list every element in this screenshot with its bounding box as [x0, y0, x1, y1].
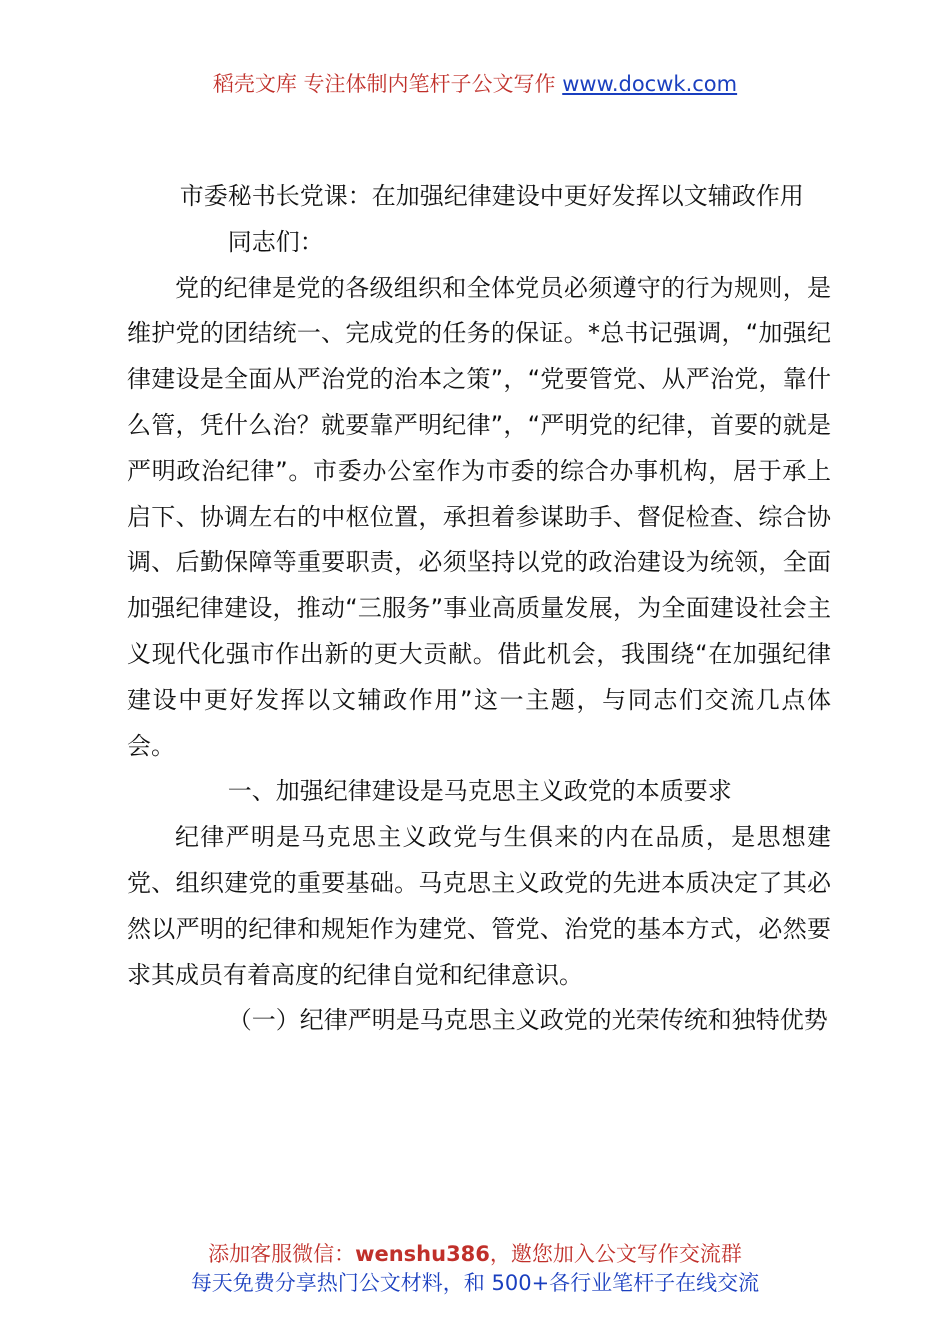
watermark-footer [0, 1240, 950, 1298]
section-paragraph: 纪律严明是马克思主义政党与生俱来的内在品质，是思想建党、组织建党的重要基础。马克思主义政党的先进本质决定了其必然以严明的纪律和规矩作为建党、管党、治党的基本方式，必然要求其成员有着高度的纪律自觉和纪律意识。 [127, 823, 831, 989]
footer-contact-line [0, 1240, 950, 1269]
document-body [127, 174, 831, 1044]
header-text: 稻壳文库 专注体制内笔杆子公文写作 [212, 72, 563, 96]
watermark-header [0, 68, 950, 100]
document-title: 市委秘书长党课：在加强纪律建设中更好发挥以文辅政作用 [179, 182, 804, 210]
salutation: 同志们： [227, 227, 324, 256]
subsection-heading: （一）纪律严明是马克思主义政党的光荣传统和独特优势 [227, 1006, 828, 1035]
section-heading: 一、加强纪律建设是马克思主义政党的本质要求 [227, 777, 732, 806]
footer-wechat-id: wenshu386 [355, 1242, 490, 1266]
body-paragraph: 党的纪律是党的各级组织和全体党员必须遵守的行为规则，是维护党的团结统一、完成党的任务的保证。*总书记强调，“加强纪律建设是全面从严治党的治本之策”，“党要管党、从严治党，靠什么管，凭什么治？就要靠严明纪律”，“严明党的纪律，首要的就是严明政治纪律”。市委办公室作为市委的综合办事机构，居于承上启下、协调左右的中枢位置，承担着参谋助手、督促检查、综合协调、后勤保障等重要职责，必须坚持以党的政治建设为统领，全面加强纪律建设，推动“三服务”事业高质量发展，为全面建设社会主义现代化强市作出新的更大贡献。借此机会，我围绕“在加强纪律建设中更好发挥以文辅政作用”这一主题，与同志们交流几点体会。 [127, 273, 831, 760]
footer-promo-line: 每天免费分享热门公文材料，和 500+各行业笔杆子在线交流 [190, 1271, 760, 1295]
footer-contact-prefix: 添加客服微信： [208, 1242, 356, 1266]
footer-contact-suffix: ，邀您加入公文写作交流群 [489, 1242, 742, 1266]
header-site-link[interactable]: www.docwk.com [562, 72, 738, 96]
